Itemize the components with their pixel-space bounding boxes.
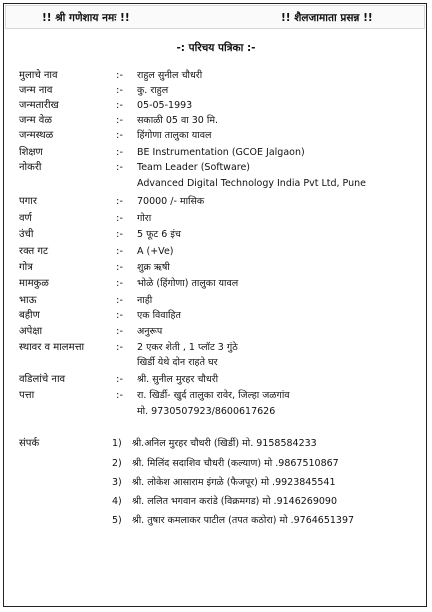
- field-label: जन्म वेळ: [19, 115, 52, 126]
- field-separator: :-: [116, 162, 123, 173]
- field-label: भाऊ: [19, 295, 37, 306]
- field-label: जन्मस्थळ: [19, 130, 54, 141]
- field-value: 70000 /- मासिक: [137, 196, 205, 207]
- field-value: श्री. सुनील मुरहर चौधरी: [137, 374, 219, 385]
- field-separator: :-: [116, 85, 123, 96]
- field-label: उंची: [19, 229, 34, 240]
- field-separator: :-: [116, 147, 123, 158]
- field-separator: :-: [116, 115, 123, 126]
- field-label: मुलाचे नाव: [19, 70, 58, 81]
- field-separator: :-: [116, 374, 123, 385]
- contact-number: 4): [112, 496, 122, 507]
- contact-number: 5): [112, 515, 122, 526]
- contact-number: 2): [112, 458, 122, 469]
- field-value: नाही: [137, 295, 153, 306]
- field-label: जन्म नाव: [19, 85, 53, 96]
- field-separator: :-: [116, 262, 123, 273]
- field-label: अपेक्षा: [19, 326, 43, 337]
- field-label: बहीण: [19, 310, 40, 321]
- field-separator: :-: [116, 310, 123, 321]
- field-label: मामकुळ: [19, 278, 49, 289]
- field-separator: :-: [116, 130, 123, 141]
- field-label: शिक्षण: [19, 147, 43, 158]
- field-value: 2 एकर शेती , 1 प्लॉट 3 गुंठे: [137, 342, 238, 353]
- field-label: पत्ता: [19, 390, 35, 401]
- field-label: वडिलांचे नाव: [19, 374, 66, 385]
- field-separator: :-: [116, 229, 123, 240]
- field-value: कु. राहुल: [137, 85, 169, 96]
- field-value: 05-05-1993: [137, 100, 193, 111]
- field-separator: :-: [116, 246, 123, 257]
- field-separator: :-: [116, 295, 123, 306]
- field-value: 5 फूट 6 इंच: [137, 229, 181, 240]
- field-label: स्थावर व मालमत्ता: [19, 342, 85, 353]
- contact-text: श्री.अनिल मुरहर चौधरी (खिर्डी) मो. 9158584233: [132, 438, 317, 449]
- field-value: रा. खिर्डी- खुर्द तालुका रावेर, जिल्हा जळगांव: [137, 390, 290, 401]
- field-value: शुक्र ऋषी: [137, 262, 170, 273]
- field-value: हिंगोणा तालुका यावल: [137, 130, 212, 141]
- field-separator: :-: [116, 342, 123, 353]
- header-right-invocation: !! शैलजामाता प्रसन्न !!: [281, 12, 373, 24]
- field-value: मो. 9730507923/8600617626: [137, 406, 276, 417]
- field-value: भोळे (हिंगोणा) तालुका यावल: [137, 278, 239, 289]
- contact-text: श्री. मिलिंद सदाशिव चौधरी (कल्याण) मो .9867510867: [132, 458, 339, 469]
- field-value: BE Instrumentation (GCOE Jalgaon): [137, 147, 305, 158]
- field-separator: :-: [116, 100, 123, 111]
- field-label: जन्मतारीख: [19, 100, 59, 111]
- field-value: राहुल सुनील चौधरी: [137, 70, 203, 81]
- field-separator: :-: [116, 326, 123, 337]
- field-separator: :-: [116, 278, 123, 289]
- field-value: Advanced Digital Technology India Pvt Ltd, Pune: [137, 178, 366, 189]
- field-separator: :-: [116, 70, 123, 81]
- field-value: A (+Ve): [137, 246, 174, 257]
- header-left-invocation: !! श्री गणेशाय नमः !!: [42, 12, 130, 24]
- contact-number: 3): [112, 477, 122, 488]
- header-bar: [5, 5, 425, 29]
- field-value: अनुरूप: [137, 326, 163, 337]
- field-label: पगार: [19, 196, 37, 207]
- contact-label: संपर्क: [19, 438, 40, 449]
- field-label: रक्त गट: [19, 246, 48, 257]
- field-value: Team Leader (Software): [137, 162, 251, 173]
- field-value: एक विवाहित: [137, 310, 181, 321]
- contact-text: श्री. ललित भगवान करांडे (विक्रमगड) मो .9146269090: [132, 496, 338, 507]
- field-label: गोत्र: [19, 262, 33, 273]
- field-separator: :-: [116, 390, 123, 401]
- field-value: सकाळी 05 वा 30 मि.: [137, 115, 219, 126]
- field-label: नोकरी: [19, 162, 42, 173]
- field-label: वर्ण: [19, 213, 32, 224]
- contact-text: श्री. लोकेश आसाराम इंगळे (फैजपूर) मो .9923845541: [132, 477, 336, 488]
- field-value: खिर्डी येथे दोन राहते घर: [137, 357, 218, 368]
- document-title: -: परिचय पत्रिका :-: [176, 42, 256, 54]
- field-separator: :-: [116, 196, 123, 207]
- field-separator: :-: [116, 213, 123, 224]
- contact-text: श्री. तुषार कमलाकर पाटील (तपत कठोरा) मो .9764651397: [132, 515, 355, 526]
- contact-number: 1): [112, 438, 122, 449]
- field-value: गोरा: [137, 213, 152, 224]
